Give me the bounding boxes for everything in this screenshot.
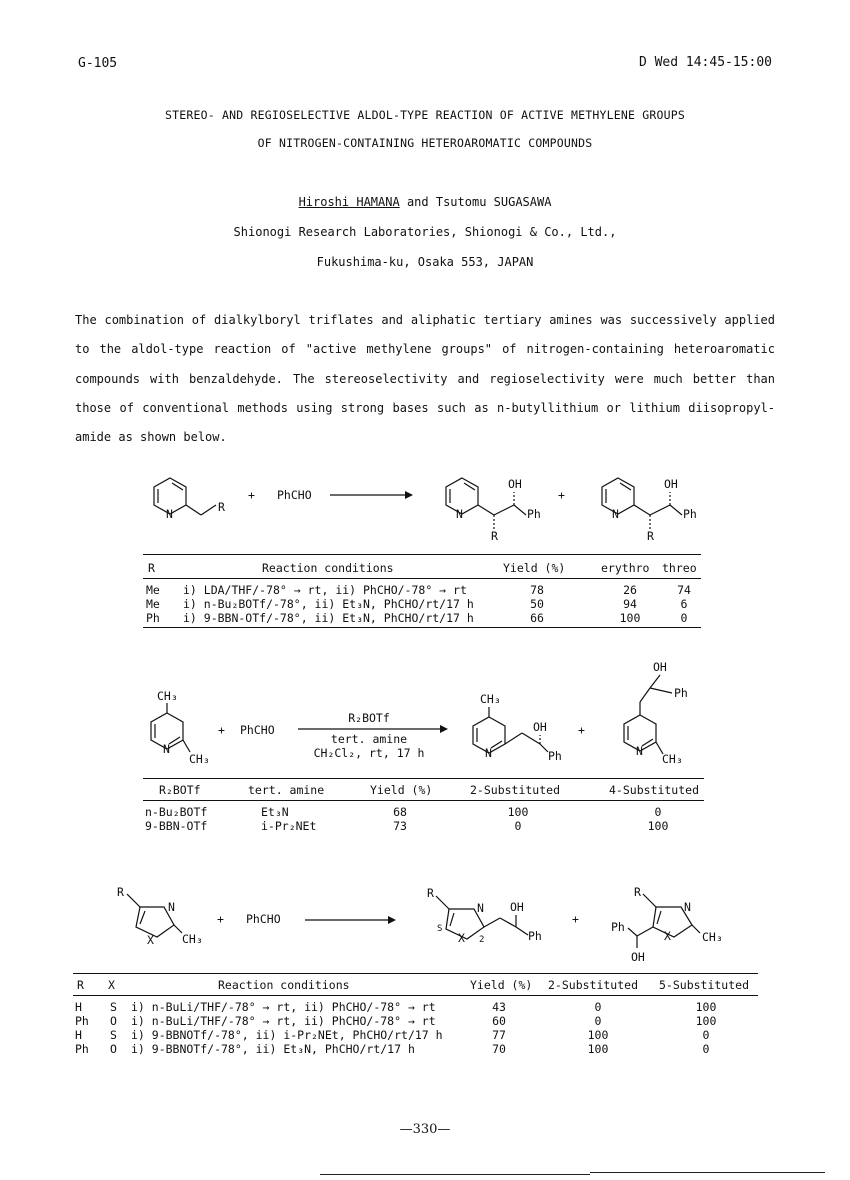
- table-cell: Ph: [75, 1014, 89, 1028]
- table-cell: 68: [393, 805, 407, 819]
- s1-reagent: PhCHO: [277, 488, 312, 502]
- s3-pa-x: X: [458, 931, 465, 945]
- s3-pa-r: R: [427, 886, 434, 900]
- s1-plus2: +: [558, 488, 565, 502]
- table-cell: 0: [654, 805, 662, 819]
- table-cell: H: [75, 1028, 82, 1042]
- table-cell: 0: [702, 1028, 710, 1042]
- table-cell: 50: [530, 597, 544, 611]
- s1-plus1: +: [248, 488, 255, 502]
- s3-pb-ph: Ph: [611, 920, 625, 934]
- s3-h-2sub: 2-Substituted: [548, 978, 639, 992]
- address: Fukushima-ku, Osaka 553, JAPAN: [316, 255, 534, 269]
- table-cell: 100: [587, 1042, 609, 1056]
- s3-h-yield: Yield (%): [470, 978, 533, 992]
- table-cell: 43: [492, 1000, 506, 1014]
- s1-n-label: N: [166, 507, 173, 521]
- table-cell: i) 9-BBNOTf/-78°, ii) i-Pr₂NEt, PhCHO/rt/17 h: [131, 1028, 443, 1042]
- table-cell: 77: [492, 1028, 506, 1042]
- s3-h-5sub: 5-Substituted: [659, 978, 750, 992]
- footer-rule: [320, 1174, 590, 1175]
- s3-h-cond: Reaction conditions: [218, 978, 350, 992]
- s3-pb-n: N: [684, 900, 691, 914]
- s1-h-threo: threo: [662, 561, 697, 575]
- table-cell: O: [110, 1014, 117, 1028]
- table-cell: i) n-Bu₂BOTf/-78°, ii) Et₃N, PhCHO/rt/17 h: [183, 597, 474, 611]
- session-time: D Wed 14:45-15:00: [638, 55, 772, 70]
- table-cell: Ph: [75, 1042, 89, 1056]
- table-cell: i) 9-BBNOTf/-78°, ii) Et₃N, PhCHO/rt/17 h: [131, 1042, 415, 1056]
- table-cell: i) n-BuLi/THF/-78° → rt, ii) PhCHO/-78° → rt: [131, 1014, 436, 1028]
- table-cell: n-Bu₂BOTf: [145, 805, 208, 819]
- s2-arrow-below2: CH₂Cl₂, rt, 17 h: [313, 746, 425, 760]
- table-cell: i) 9-BBN-OTf/-78°, ii) Et₃N, PhCHO/rt/17 h: [183, 611, 474, 625]
- s3-pb-ch3: CH₃: [702, 930, 723, 944]
- s2-pa-n: N: [485, 746, 492, 760]
- table-cell: 0: [594, 1000, 602, 1014]
- table-cell: H: [75, 1000, 82, 1014]
- s2-pb-oh: OH: [653, 660, 667, 674]
- table-cell: 73: [393, 819, 407, 833]
- s3-pa-oh: OH: [510, 900, 524, 914]
- s1-r-label: R: [218, 500, 225, 514]
- s2-plus1: +: [218, 723, 225, 737]
- s2-reagent: PhCHO: [240, 723, 275, 737]
- s2-arrow-below1: tert. amine: [330, 732, 408, 746]
- table-cell: 9-BBN-OTf: [145, 819, 208, 833]
- s2-h-2sub: 2-Substituted: [470, 783, 561, 797]
- s1-pb-n: N: [612, 507, 619, 521]
- s1-pa-ph: Ph: [527, 507, 541, 521]
- table-cell: 100: [695, 1014, 717, 1028]
- s3-ch3: CH₃: [182, 932, 203, 946]
- co-author: and Tsutomu SUGASAWA: [399, 195, 552, 209]
- s3-plus2: +: [572, 912, 579, 926]
- table-cell: i-Pr₂NEt: [261, 819, 317, 833]
- s2-arrow-above: R₂BOTf: [348, 711, 390, 725]
- s1-pb-r: R: [647, 529, 654, 543]
- s2-h-amine: tert. amine: [248, 783, 325, 797]
- s3-pb-x: X: [664, 929, 671, 943]
- s2-pb-n: N: [636, 744, 643, 758]
- s2-n: N: [163, 742, 170, 756]
- table-cell: 100: [647, 819, 669, 833]
- table-cell: 100: [619, 611, 641, 625]
- page-number: —330—: [399, 1122, 451, 1137]
- table-cell: 6: [680, 597, 688, 611]
- s2-pa-oh: OH: [533, 720, 547, 734]
- table-cell: S: [110, 1000, 117, 1014]
- table-cell: 66: [530, 611, 544, 625]
- presenting-author: Hiroshi HAMANA: [298, 195, 400, 209]
- table-cell: 100: [695, 1000, 717, 1014]
- table-cell: Me: [146, 583, 160, 597]
- s3-pb-r: R: [634, 885, 641, 899]
- s2-plus2: +: [578, 723, 585, 737]
- table-cell: 26: [623, 583, 637, 597]
- table-cell: 0: [514, 819, 522, 833]
- table-cell: O: [110, 1042, 117, 1056]
- table-cell: 100: [507, 805, 529, 819]
- s3-pa-pos: 2: [479, 935, 485, 945]
- s3-pa-ph: Ph: [528, 929, 542, 943]
- s3-r: R: [117, 885, 124, 899]
- abstract-text: The combination of dialkylboryl triflates and aliphatic tertiary amines was successively applied to the aldol-type reaction of "active methylene groups" of nitrogen-containing heteroaromatic compounds with benzaldehyde. The stereoselectivity and regioselectivity were much better than those of conventional methods using strong bases such as n-butyllithium or lithium diisopropyl-amide as shown below.: [75, 313, 775, 445]
- table-cell: Et₃N: [261, 805, 289, 819]
- s1-h-yield: Yield (%): [503, 561, 566, 575]
- s1-pa-r: R: [491, 529, 498, 543]
- paper-title-line2: OF NITROGEN-CONTAINING HETEROAROMATIC COMPOUNDS: [257, 136, 593, 150]
- s2-h-4sub: 4-Substituted: [609, 783, 700, 797]
- s2-ch3-side: CH₃: [189, 752, 210, 766]
- s3-reagent: PhCHO: [246, 912, 281, 926]
- footer-rule-right: [590, 1172, 825, 1173]
- table-cell: 0: [594, 1014, 602, 1028]
- s2-ch3-top: CH₃: [157, 689, 178, 703]
- s2-pb-ch3: CH₃: [662, 752, 683, 766]
- s1-h-r: R: [148, 561, 155, 575]
- table-cell: Me: [146, 597, 160, 611]
- s3-h-x: X: [108, 978, 115, 992]
- table-cell: 60: [492, 1014, 506, 1028]
- table-cell: i) n-BuLi/THF/-78° → rt, ii) PhCHO/-78° → rt: [131, 1000, 436, 1014]
- s2-h-borane: R₂BOTf: [159, 783, 201, 797]
- table-cell: 100: [587, 1028, 609, 1042]
- s3-x: X: [147, 933, 154, 947]
- table-cell: i) LDA/THF/-78° → rt, ii) PhCHO/-78° → rt: [183, 583, 467, 597]
- table-cell: Ph: [146, 611, 160, 625]
- s1-pa-oh: OH: [508, 477, 522, 491]
- s3-plus1: +: [217, 912, 224, 926]
- s2-h-yield: Yield (%): [370, 783, 433, 797]
- s3-pa-n: N: [477, 901, 484, 915]
- affiliation: Shionogi Research Laboratories, Shionogi & Co., Ltd.,: [233, 225, 617, 239]
- s3-pb-oh: OH: [631, 950, 645, 964]
- s3-pa-s: S: [437, 924, 443, 934]
- table-cell: 0: [702, 1042, 710, 1056]
- s1-pa-n: N: [456, 507, 463, 521]
- s1-h-erythro: erythro: [601, 561, 650, 575]
- s1-h-cond: Reaction conditions: [262, 561, 394, 575]
- s1-pb-ph: Ph: [683, 507, 697, 521]
- s3-h-r: R: [77, 978, 84, 992]
- table-cell: 70: [492, 1042, 506, 1056]
- s2-pa-ph: Ph: [548, 749, 562, 763]
- paper-title-line1: STEREO- AND REGIOSELECTIVE ALDOL-TYPE REACTION OF ACTIVE METHYLENE GROUPS: [164, 108, 686, 122]
- s2-pb-ph: Ph: [674, 686, 688, 700]
- session-code: G-105: [78, 56, 118, 71]
- table-cell: 74: [677, 583, 691, 597]
- s2-pa-ch3: CH₃: [480, 692, 501, 706]
- s3-n: N: [168, 900, 175, 914]
- table-cell: 94: [623, 597, 637, 611]
- table-cell: 78: [530, 583, 544, 597]
- table-cell: 0: [680, 611, 688, 625]
- s1-pb-oh: OH: [664, 477, 678, 491]
- table-cell: S: [110, 1028, 117, 1042]
